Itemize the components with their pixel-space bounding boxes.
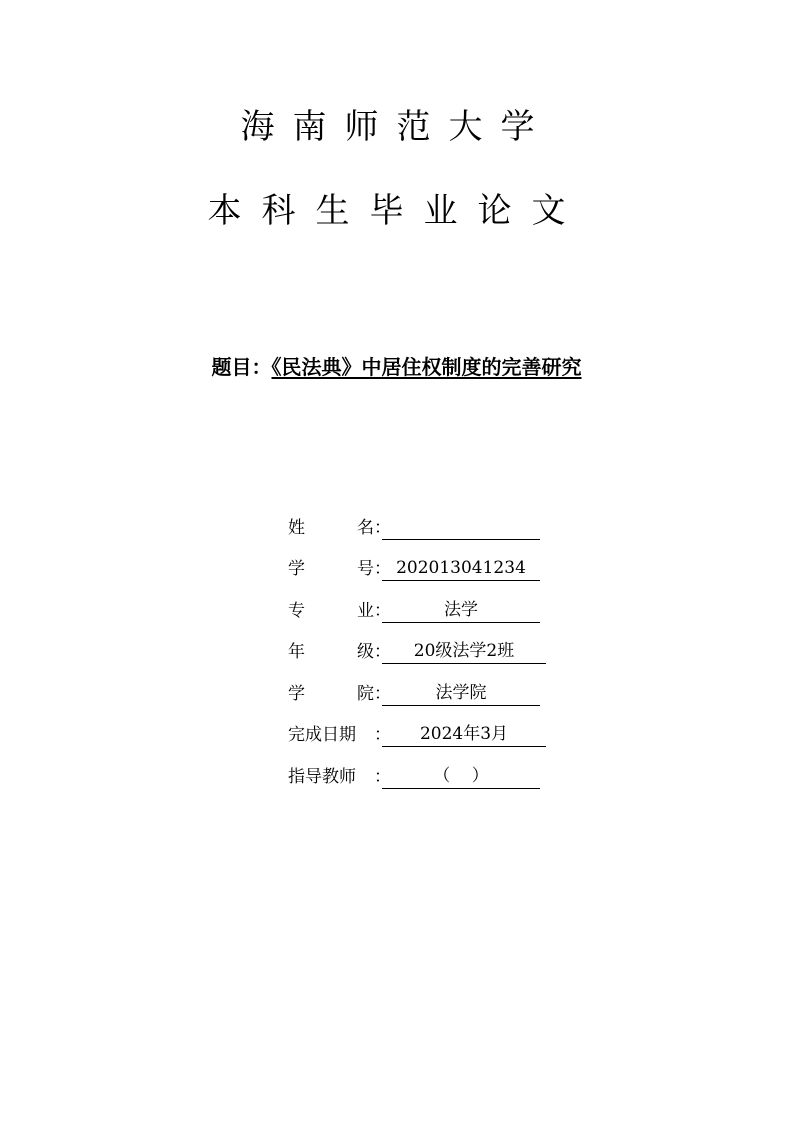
date-colon: ： <box>374 725 391 745</box>
college-colon: ： <box>374 683 391 704</box>
name-label-char-2: 名 <box>357 517 374 538</box>
date-field: 2024年3月 <box>382 723 546 747</box>
university-name: 海南师范大学 <box>240 107 553 147</box>
grade-label <box>288 640 374 664</box>
major-colon: ： <box>374 600 391 621</box>
info-row-major <box>288 581 546 623</box>
advisor-label <box>288 765 374 789</box>
major-field: 法学 <box>382 599 540 623</box>
grade-colon: ： <box>374 642 391 662</box>
student-id-label <box>288 557 374 581</box>
name-colon: ： <box>374 517 391 538</box>
student-id-label-char-2: 号 <box>357 559 374 579</box>
name-field <box>382 538 540 540</box>
student-id-colon: ： <box>374 559 391 579</box>
info-row-date <box>288 706 546 748</box>
info-row-name <box>288 498 546 540</box>
date-label <box>288 723 374 747</box>
date-label-text: 完成日期 <box>288 725 356 745</box>
college-label-char-2: 院 <box>357 683 374 704</box>
grade-field: 20级法学2班 <box>382 640 546 664</box>
grade-label-char-2: 级 <box>357 642 374 662</box>
name-label <box>288 516 374 540</box>
thesis-title-row <box>0 353 793 381</box>
major-label-char-1: 专 <box>288 600 305 621</box>
advisor-label-text: 指导教师 <box>288 766 356 787</box>
college-label <box>288 682 374 706</box>
info-row-advisor <box>288 747 546 789</box>
grade-label-char-1: 年 <box>288 642 305 662</box>
info-row-college <box>288 664 546 706</box>
info-row-grade <box>288 623 546 665</box>
college-label-char-1: 学 <box>288 683 305 704</box>
student-id-field: 202013041234 <box>382 557 540 581</box>
advisor-field: （ ） <box>382 765 540 789</box>
name-label-char-1: 姓 <box>288 517 305 538</box>
student-id-label-char-1: 学 <box>288 559 305 579</box>
college-field: 法学院 <box>382 682 540 706</box>
major-label-char-2: 业 <box>357 600 374 621</box>
info-block <box>288 498 546 789</box>
thesis-type: 本科生毕业论文 <box>207 191 586 231</box>
major-label <box>288 599 374 623</box>
thesis-title-value: 《民法典》中居住权制度的完善研究 <box>271 355 582 379</box>
info-row-student-id <box>288 540 546 582</box>
thesis-title-label: 题目： <box>211 355 272 379</box>
advisor-colon: ： <box>374 766 391 787</box>
